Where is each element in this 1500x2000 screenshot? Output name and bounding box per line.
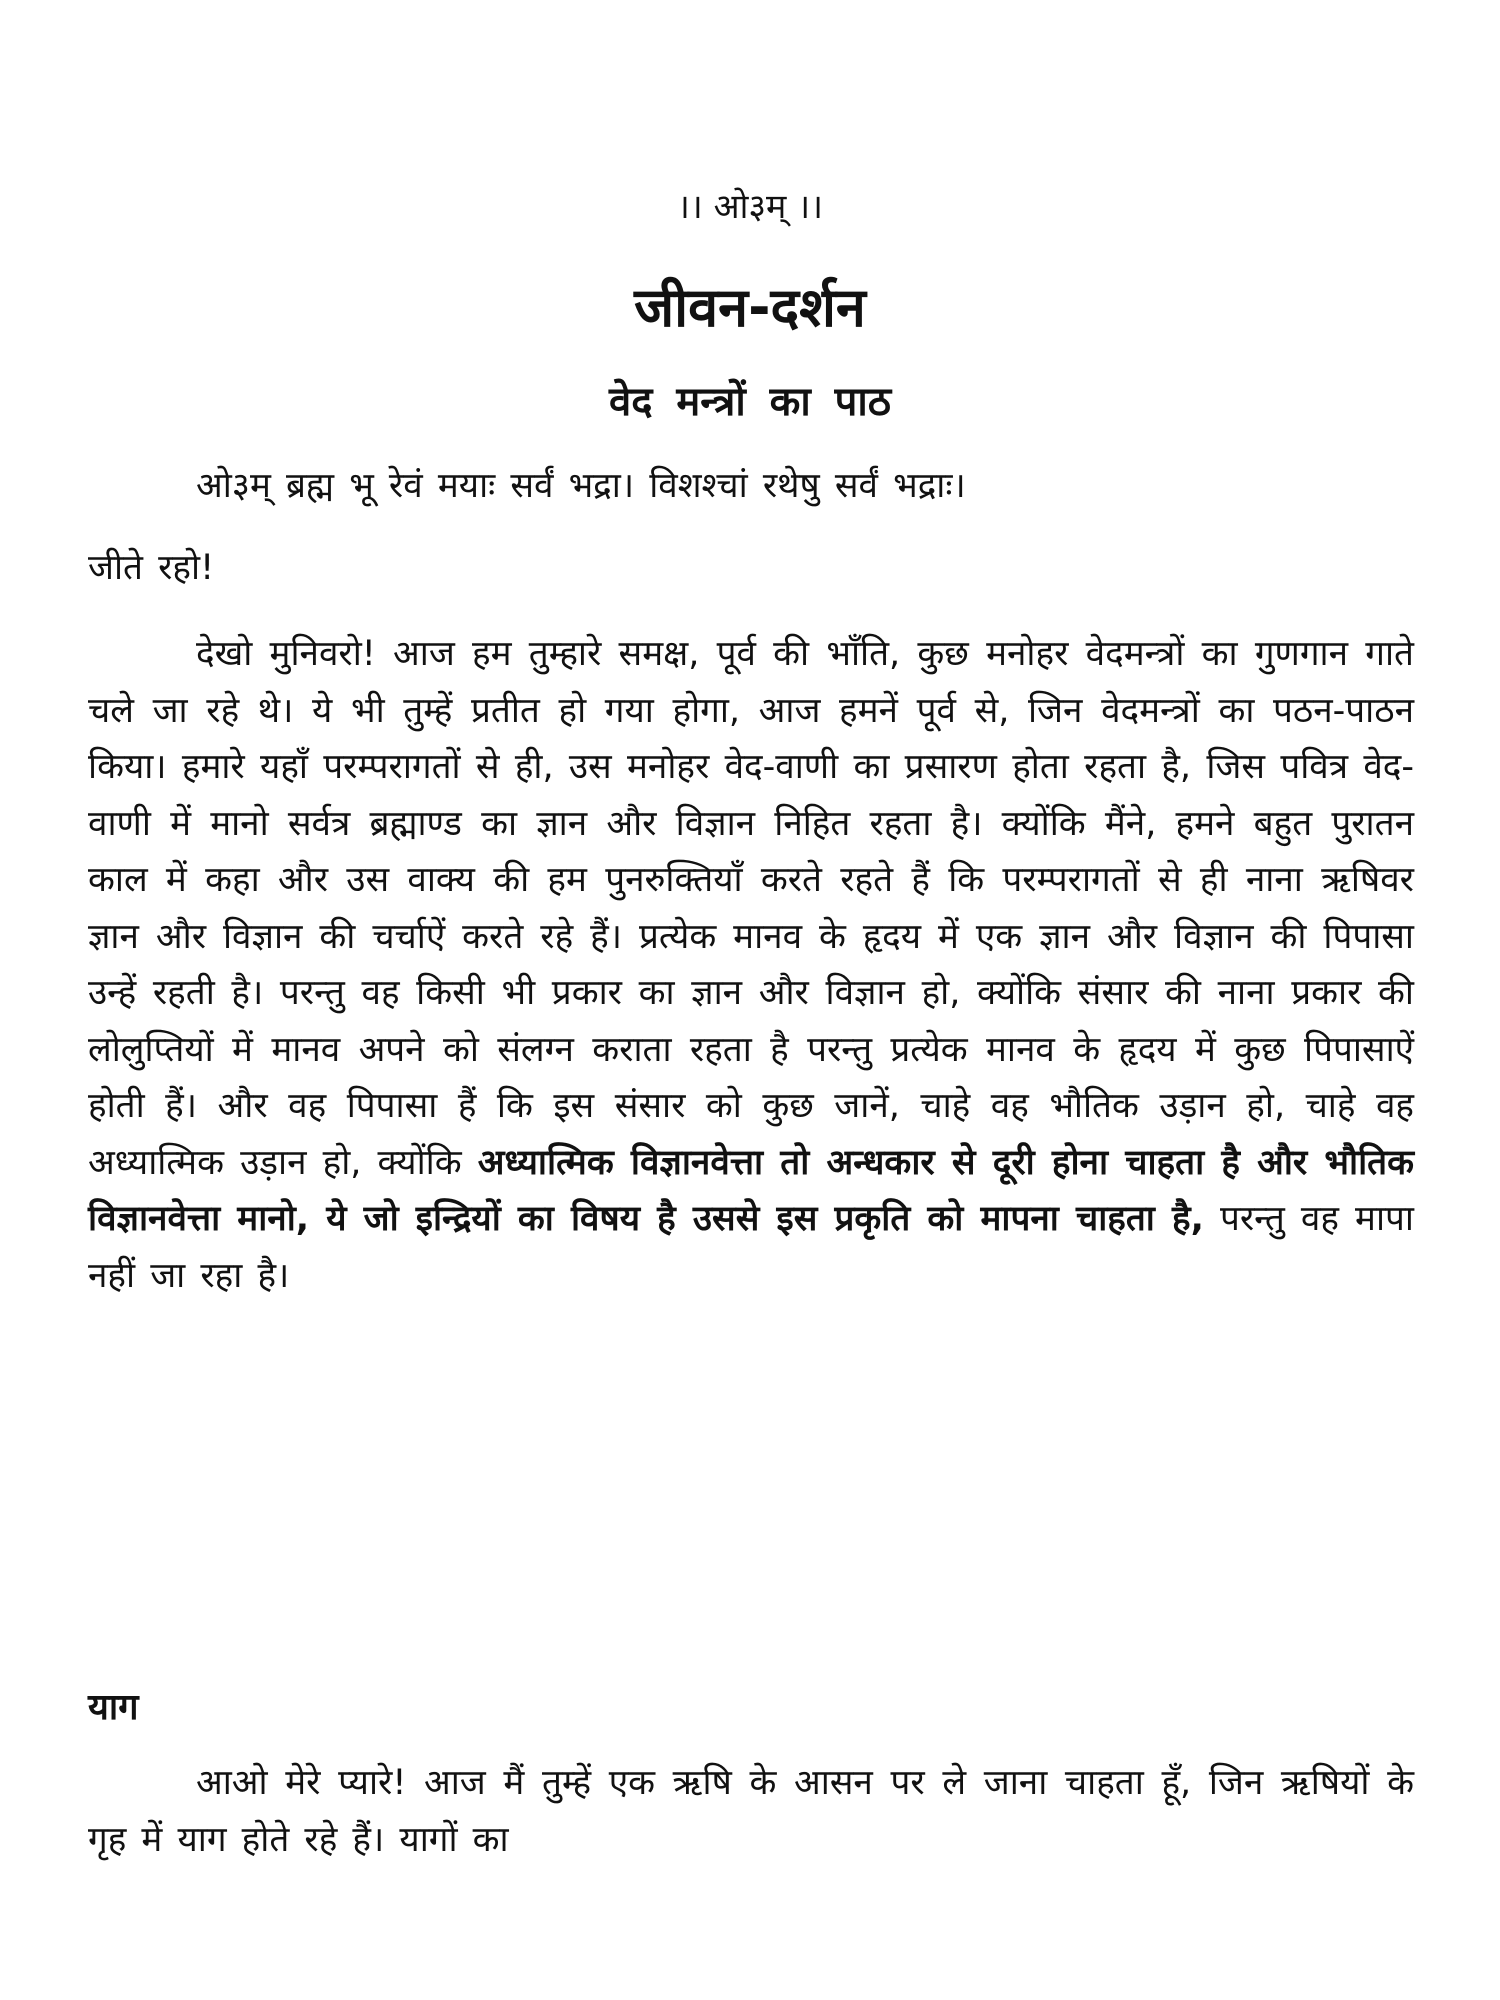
paragraph-2: आओ मेरे प्यारे! आज मैं तुम्हें एक ऋषि के आसन पर ले जाना चाहता हूँ, जिन ऋषियों के गृह में याग होते रहे हैं। यागों का: [88, 1763, 1414, 1860]
section-heading: याग: [88, 1687, 139, 1728]
vedic-mantra: ओ३म् ब्रह्म भू रेवं मयाः सर्वं भद्रा। विशश्चां रथेषु सर्वं भद्राः।: [196, 466, 966, 506]
greeting: जीते रहो!: [88, 548, 215, 588]
paragraph-1-tail: परन्तु वह मापा नहीं जा रहा है।: [88, 1199, 1414, 1296]
om-invocation: ।। ओ३म् ।।: [677, 187, 823, 227]
page-title: जीवन-दर्शन: [634, 276, 866, 339]
paragraph-1-text: देखो मुनिवरो! आज हम तुम्हारे समक्ष, पूर्व की भाँति, कुछ मनोहर वेदमन्त्रों का गुणगान गाते चले जा रहे थे। ये भी तुम्हें प्रतीत हो गया होगा, आज हमनें पूर्व से, जिन वेदमन्त्रों का पठन-पाठन किया। हमारे यहाँ परम्परागतों से ही, उस मनोहर वेद-वाणी का प्रसारण होता रहता है, जिस पवित्र वेद-वाणी में मानो सर्वत्र ब्रह्माण्ड का ज्ञान और विज्ञान निहित रहता है। क्योंकि मैंने, हमने बहुत पुरातन काल में कहा और उस वाक्य की हम पुनरुक्तियाँ करते रहते हैं कि परम्परागतों से ही नाना ऋषिवर ज्ञान और विज्ञान की चर्चाऐं करते रहे हैं। प्रत्येक मानव के हृदय में एक ज्ञान और विज्ञान की पिपासा उन्हें रहती है। परन्तु वह किसी भी प्रकार का ज्ञान और विज्ञान हो, क्योंकि संसार की नाना प्रकार की लोलुप्तियों में मानव अपने को संलग्न कराता रहता है परन्तु प्रत्येक मानव के हृदय में कुछ पिपासाऐं होती हैं। और वह पिपासा हैं कि इस संसार को कुछ जानें, चाहे वह भौतिक उड़ान हो, चाहे वह अध्यात्मिक उड़ान हो, क्योंकि: [88, 634, 1414, 1183]
paragraph-1-bold-text: अध्यात्मिक विज्ञानवेत्ता तो अन्धकार से दूरी होना चाहता है और भौतिक विज्ञानवेत्ता मानो, ये जो इन्द्रियों का विषय है उससे इस प्रकृति को मापना चाहता है,: [88, 1142, 1414, 1239]
paragraph-1: [88, 626, 1414, 1304]
page-subtitle: वेद मन्त्रों का पाठ: [608, 379, 892, 425]
